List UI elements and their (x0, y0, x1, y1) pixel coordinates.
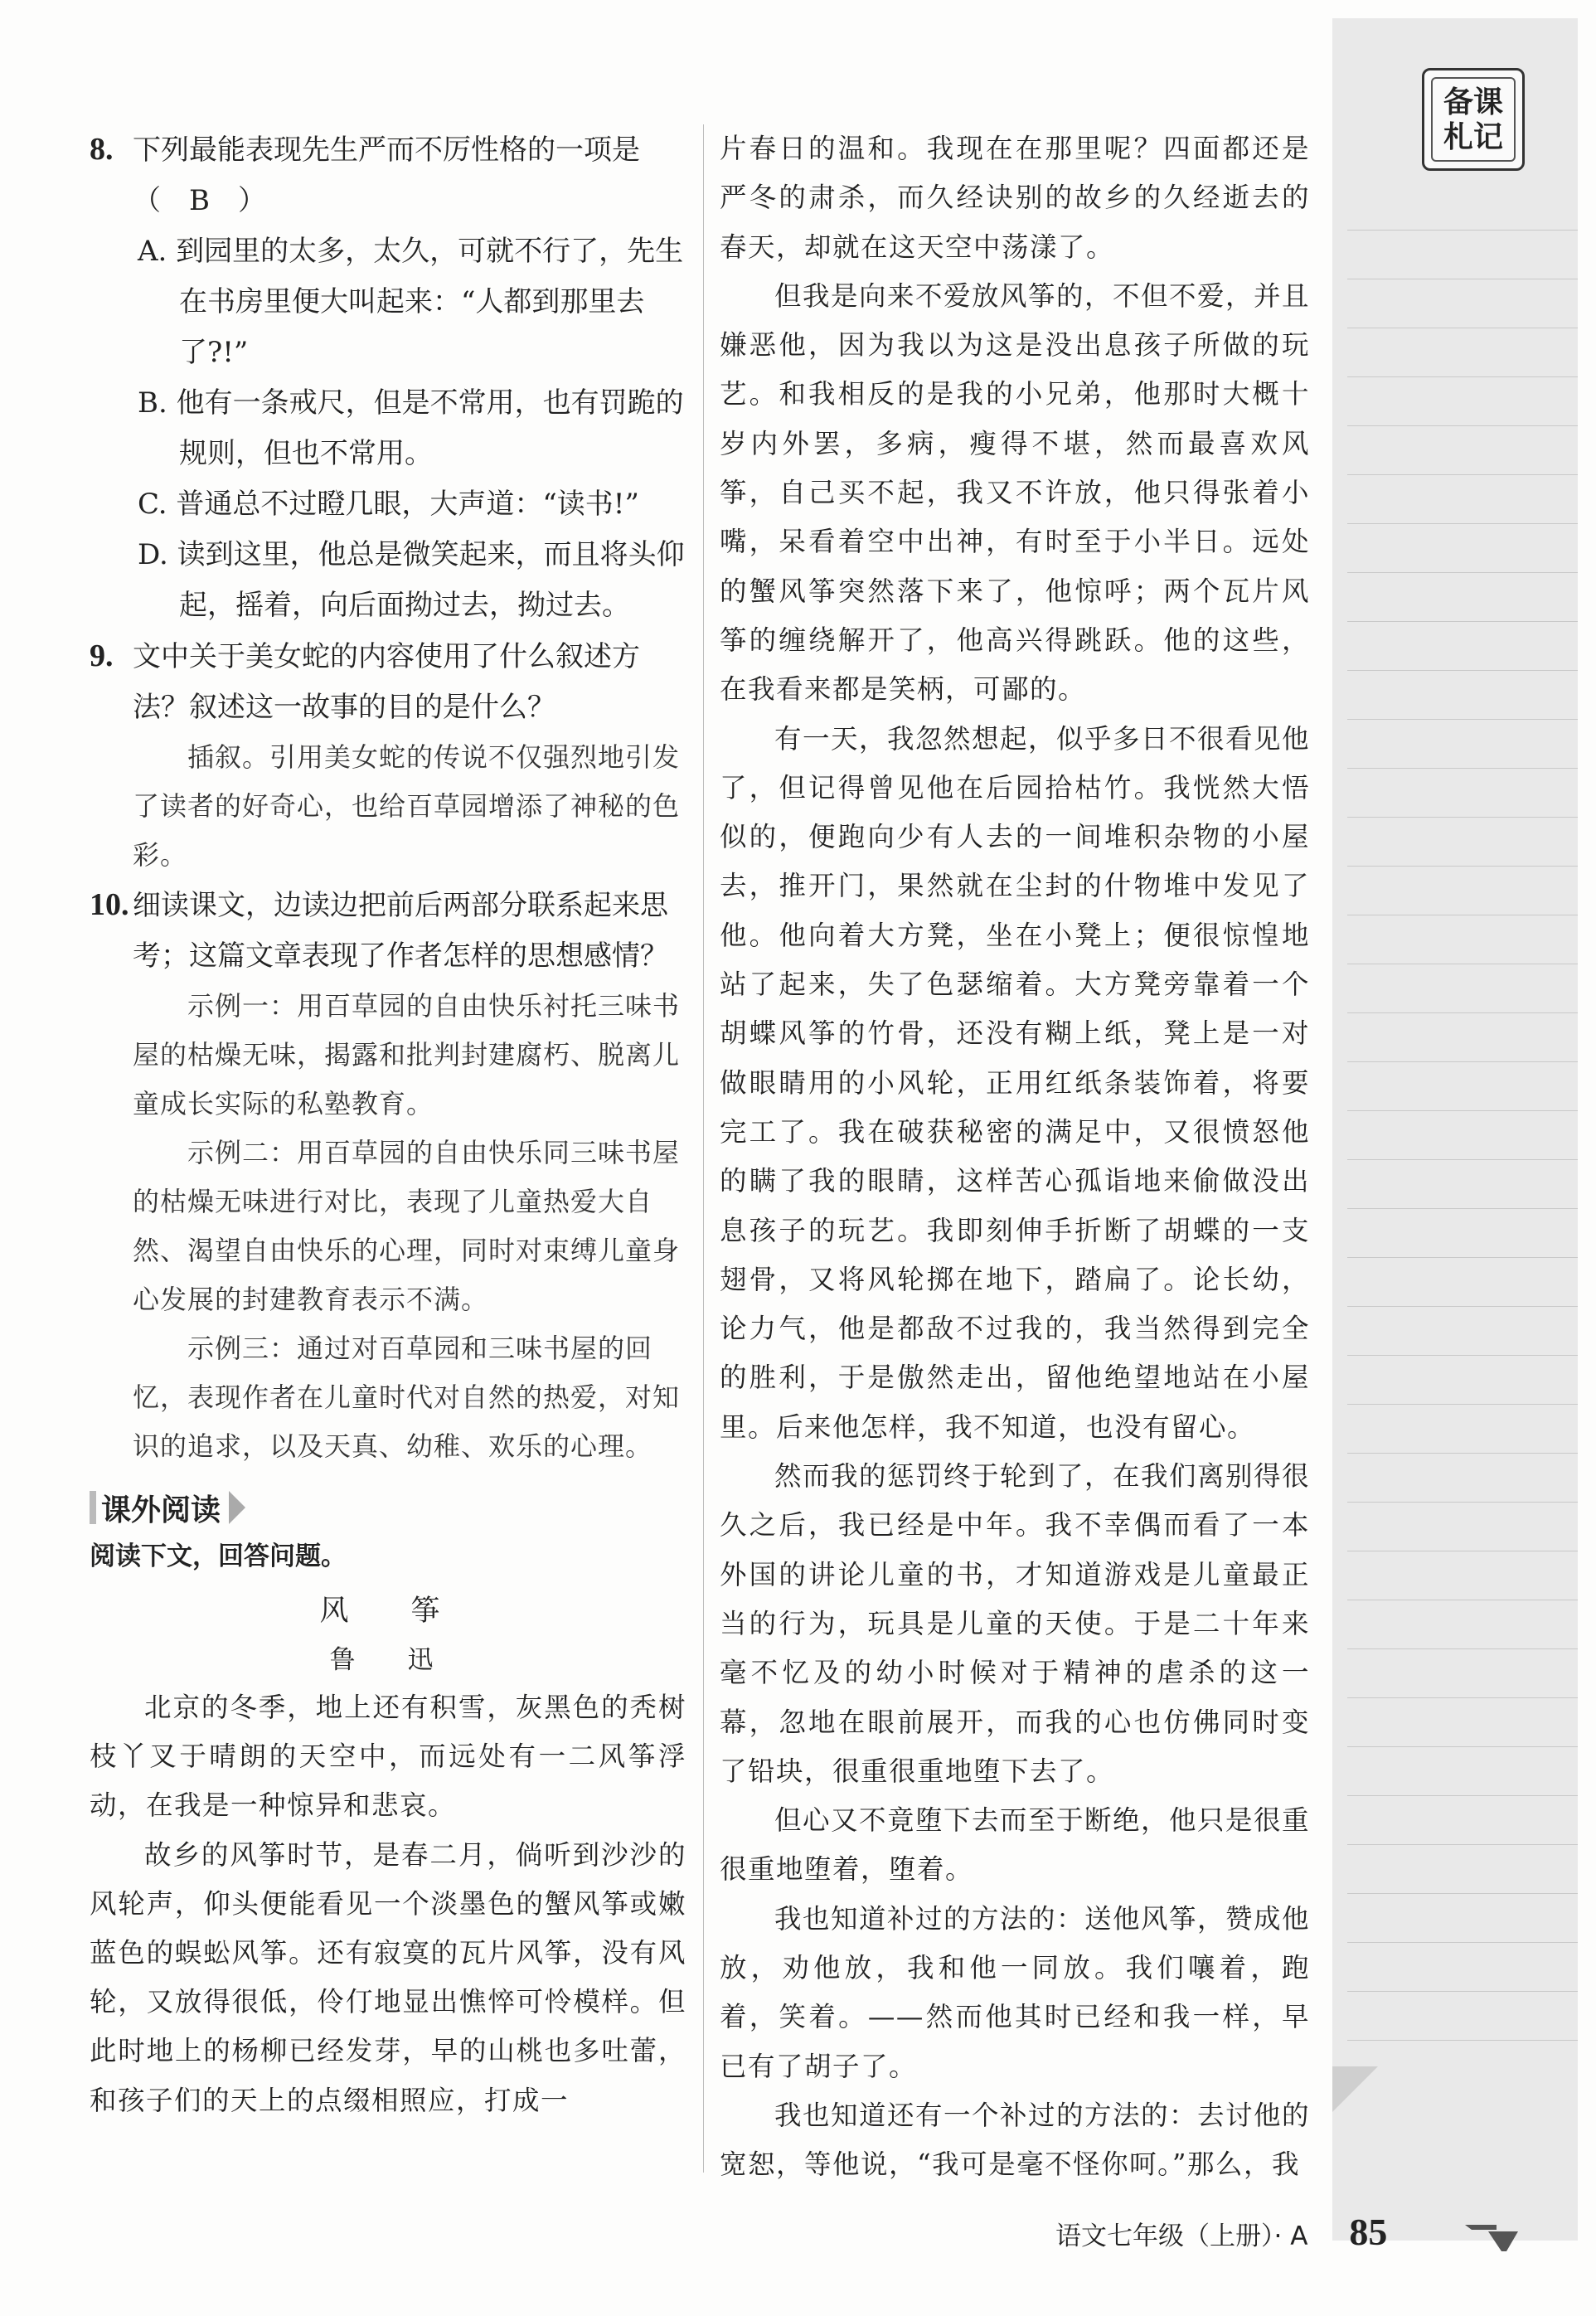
option-d: D. 读到这里，他总是微笑起来，而且将头仰起，摇着，向后面拗过去，拗过去。 (138, 538, 685, 622)
question-9-answer: 插叙。引用美女蛇的传说不仅强烈地引发了读者的好奇心，也给百草园增添了神秘的色彩。 (133, 741, 681, 871)
sidebar-rule-line (1347, 1159, 1578, 1160)
sidebar-rule-line (1347, 1257, 1578, 1258)
option-a: A. 到园里的太多，太久，可就不行了，先生在书房里便大叫起来：“人都到那里去了?!” (138, 235, 684, 369)
page-number: 85 (1349, 2211, 1388, 2253)
question-number: 9. (90, 638, 114, 673)
sidebar-rule-line (1347, 1061, 1578, 1062)
question-10-answer-1: 示例一：用百草园的自由快乐衬托三味书屋的枯燥无味，揭露和批判封建腐朽、脱离儿童成长实际的私塾教育。 (133, 990, 681, 1119)
sidebar-rule-line (1347, 1502, 1578, 1503)
article-paragraph: 有一天，我忽然想起，似乎多日不很看见他了，但记得曾见他在后园拾枯竹。我恍然大悟似的，便跑向少有人去的一间堆积杂物的小屋去，推开门，果然就在尘封的什物堆中发见了他。他向着大方凳，坐在小凳上；便很惊惶地站了起来，失了色瑟缩着。大方凳旁靠着一个胡蝶风筝的竹骨，还没有糊上纸，凳上是一对做眼睛用的小风轮，正用红纸条装饰着，将要完工了。我在破获秘密的满足中，又很愤怒他的瞒了我的眼睛，这样苦心孤诣地来偷做没出息孩子的玩艺。我即刻伸手折断了胡蝶的一支翅骨，又将风轮掷在地下，踏扁了。论长幼，论力气，他是都敌不过我的，我当然得到完全的胜利，于是傲然走出，留他绝望地站在小屋里。后来他怎样，我不知道，也没有留心。 (720, 722, 1311, 1443)
sidebar-rule-line (1347, 1844, 1578, 1845)
right-column (720, 124, 1310, 2189)
sidebar-rule-line (1347, 1453, 1578, 1454)
article-author: 鲁 迅 (329, 1645, 447, 1675)
article-paragraph: 但我是向来不爱放风筝的，不但不爱，并且嫌恶他，因为我以为这是没出息孩子所做的玩艺。和我相反的是我的小兄弟，他那时大概十岁内外罢，多病，瘦得不堪，然而最喜欢风筝，自己买不起，我又不许放，他只得张着小嘴，呆看着空中出神，有时至于小半日。远处的蟹风筝突然落下来了，他惊呼；两个瓦片风筝的缠绕解开了，他高兴得跳跃。他的这些，在我看来都是笑柄，可鄙的。 (720, 279, 1311, 706)
sidebar-rule-line (1347, 474, 1578, 475)
question-10-answer-2: 示例二：用百草园的自由快乐同三味书屋的枯燥无味进行对比，表现了儿童热爱大自然、渴望自由快乐的心理，同时对束缚儿童身心发展的封建教育表示不满。 (133, 1137, 681, 1315)
sidebar-rule-line (1347, 817, 1578, 818)
question-8 (90, 124, 686, 176)
question-stem: 文中关于美女蛇的内容使用了什么叙述方法？叙述这一故事的目的是什么？ (133, 640, 640, 724)
notes-badge (1422, 68, 1525, 171)
sidebar-rule-line (1347, 1110, 1578, 1111)
question-10 (90, 880, 686, 982)
sidebar-rule-line (1347, 572, 1578, 573)
sidebar-rule-line (1347, 1648, 1578, 1649)
sidebar-rule-line (1347, 1795, 1578, 1796)
section-bar (90, 1491, 96, 1524)
option-c: C. 普通总不过瞪几眼，大声道：“读书!” (138, 488, 639, 521)
article-paragraph: 然而我的惩罚终于轮到了，在我们离别得很久之后，我已经是中年。我不幸偶而看了一本外国的讲论儿童的书，才知道游戏是儿童最正当的行为，玩具是儿童的天使。于是二十年来毫不忆及的幼小时候对于精神的虐杀的这一幕，忽地在眼前展开，而我的心也仿佛同时变了铅块，很重很重地堕下去了。 (720, 1460, 1311, 1787)
section-header (90, 1483, 686, 1532)
question-stem: 细读课文，边读边把前后两部分联系起来思考；这篇文章表现了作者怎样的思想感情？ (133, 889, 668, 973)
column-divider (703, 124, 704, 2173)
sidebar-rule-line (1347, 1355, 1578, 1356)
article-paragraph: 但心又不竟堕下去而至于断绝，他只是很重很重地堕着，堕着。 (720, 1804, 1311, 1886)
article-paragraph-continued: 片春日的温和。我现在在那里呢？四面都还是严冬的肃杀，而久经诀别的故乡的久经逝去的春天，却就在这天空中荡漾了。 (720, 133, 1310, 263)
section-arrow-icon (229, 1491, 245, 1524)
article-paragraph: 我也知道还有一个补过的方法的：去讨他的宽恕，等他说，“我可是毫不怪你呵。”那么，我 (720, 2099, 1311, 2181)
sidebar-rule-line (1347, 425, 1578, 426)
article-title: 风 筝 (319, 1595, 457, 1628)
section-label: 课外阅读 (101, 1493, 221, 1527)
reading-instruction: 阅读下文，回答问题。 (90, 1542, 347, 1571)
sidebar-rule-line (1347, 1942, 1578, 1943)
sidebar-rule-line (1347, 376, 1578, 377)
left-column (90, 124, 686, 2125)
sidebar-corner-fold (1332, 2066, 1378, 2112)
sidebar-rule-line (1347, 1404, 1578, 1405)
sidebar-rule-line (1347, 230, 1578, 231)
article-paragraph: 故乡的风筝时节，是春二月，倘听到沙沙的风轮声，仰头便能看见一个淡墨色的蟹风筝或嫩蓝色的蜈蚣风筝。还有寂寞的瓦片风筝，没有风轮，又放得很低，伶仃地显出憔悴可怜模样。但此时地上的杨柳已经发芽，早的山桃也多吐蕾，和孩子们的天上的点缀相照应，打成一 (90, 1838, 686, 2116)
article-paragraph: 北京的冬季，地上还有积雪，灰黑色的秃树枝丫叉于晴朗的天空中，而远处有一二风筝浮动，在我是一种惊异和悲哀。 (90, 1692, 686, 1822)
question-10-answer-3: 示例三：通过对百草园和三味书屋的回忆，表现作者在儿童时代对自然的热爱，对知识的追求，以及天真、幼稚、欢乐的心理。 (133, 1333, 681, 1462)
sidebar-rule-line (1347, 1746, 1578, 1747)
sidebar-rule-line (1347, 621, 1578, 622)
sidebar-rule-line (1347, 768, 1578, 769)
sidebar-rule-line (1347, 1306, 1578, 1307)
sidebar-rule-line (1347, 1697, 1578, 1698)
option-b: B. 他有一条戒尺，但是不常用，也有罚跪的规则，但也不常用。 (138, 386, 684, 470)
badge-line-1: 备课 (1443, 85, 1503, 119)
question-8-answer: （ B ） (133, 184, 266, 217)
question-number: 10. (90, 887, 129, 922)
book-title: 语文七年级（上册）· A (1055, 2221, 1308, 2251)
badge-line-2: 札记 (1443, 119, 1503, 154)
sidebar-rule-line (1347, 2040, 1578, 2041)
sidebar-rule-line (1347, 670, 1578, 671)
sidebar-rule-line (1347, 523, 1578, 524)
question-9 (90, 631, 686, 733)
sidebar-rule-line (1347, 866, 1578, 867)
sidebar-rule-line (1347, 1208, 1578, 1209)
question-stem: 下列最能表现先生严而不厉性格的一项是 (133, 134, 640, 167)
sidebar-rule-line (1347, 1991, 1578, 1992)
notes-sidebar (1332, 18, 1578, 2241)
sidebar-rule-line (1347, 1893, 1578, 1894)
footer-ornament-icon (1463, 2220, 1521, 2253)
page-footer (1055, 2210, 1387, 2254)
sidebar-rule-line (1347, 719, 1578, 720)
question-number: 8. (90, 132, 114, 167)
sidebar-rule-line (1347, 1012, 1578, 1013)
article-paragraph: 我也知道补过的方法的：送他风筝，赞成他放，劝他放，我和他一同放。我们嚷着，跑着，笑着。——然而他其时已经和我一样，早已有了胡子了。 (720, 1902, 1311, 2082)
